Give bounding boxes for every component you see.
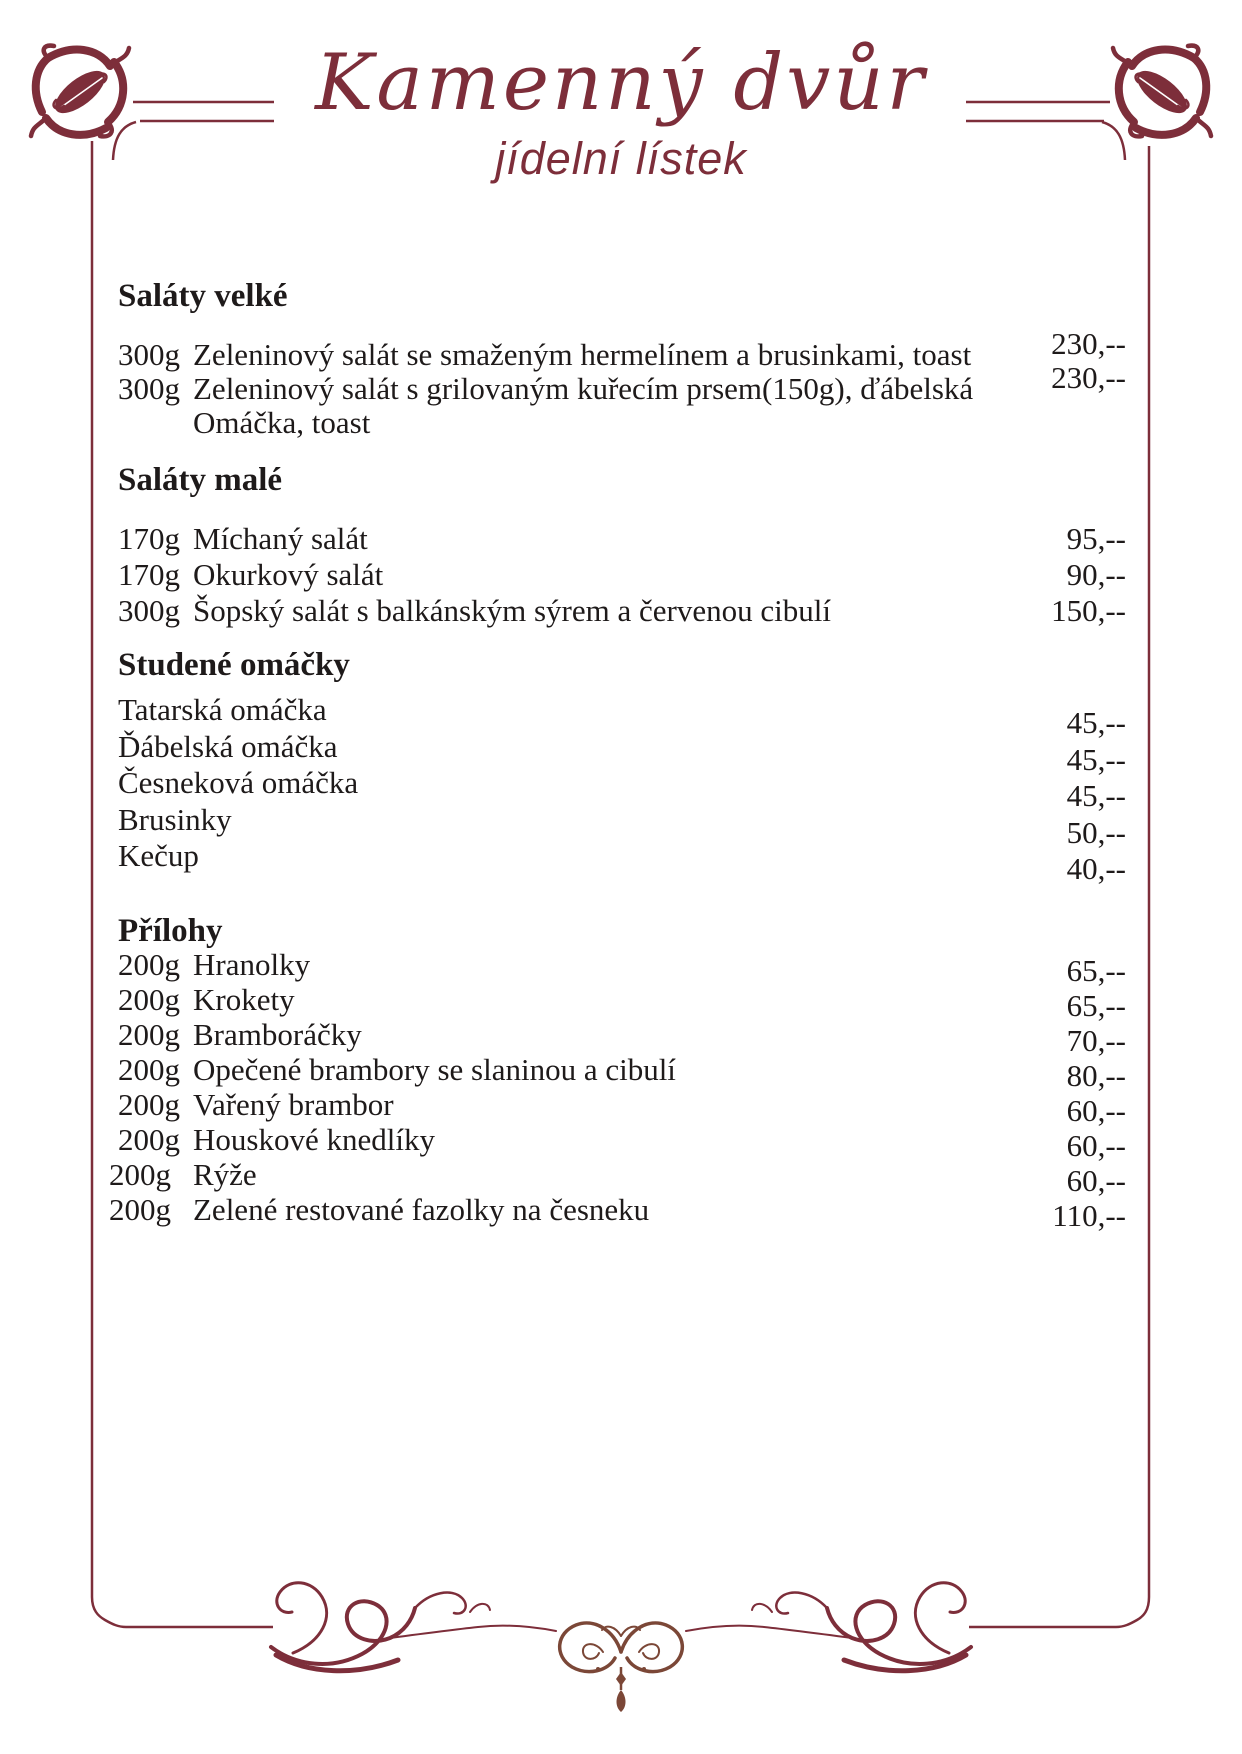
item-price: 70,-- bbox=[1066, 1023, 1126, 1058]
item-price: 40,-- bbox=[1066, 851, 1126, 886]
item-weight: 170g bbox=[118, 521, 180, 556]
menu-item-row bbox=[118, 838, 1126, 886]
section-salaty-velke bbox=[118, 276, 1126, 439]
item-weight: 300g bbox=[118, 371, 180, 406]
menu-item-row bbox=[118, 326, 1126, 372]
menu-item-row bbox=[118, 947, 1126, 988]
menu-subtitle: jídelní lístek bbox=[495, 133, 747, 184]
menu-item-row bbox=[118, 360, 1126, 406]
menu-item-row bbox=[118, 1122, 1126, 1163]
item-name: Šopský salát s balkánským sýrem a červenou cibulí bbox=[193, 593, 831, 628]
item-name: Bramboráčky bbox=[193, 1017, 362, 1052]
item-price: 110,-- bbox=[1052, 1198, 1126, 1233]
menu-item-row bbox=[118, 728, 1126, 777]
section-studene-omacky bbox=[118, 645, 1126, 886]
menu-item-row bbox=[118, 557, 1126, 593]
section-heading: Saláty malé bbox=[118, 462, 283, 498]
item-weight: 170g bbox=[118, 557, 180, 592]
item-weight: 200g bbox=[118, 1052, 180, 1087]
item-weight: 300g bbox=[118, 337, 180, 372]
item-price: 60,-- bbox=[1066, 1128, 1126, 1163]
item-weight: 200g bbox=[109, 1157, 171, 1192]
menu-item-row bbox=[118, 1087, 1126, 1128]
section-heading: Přílohy bbox=[118, 913, 223, 949]
menu-item-row bbox=[118, 801, 1126, 850]
item-weight: 200g bbox=[118, 1122, 180, 1157]
item-price: 95,-- bbox=[1066, 521, 1126, 556]
item-name: Krokety bbox=[193, 982, 295, 1017]
item-name: Česneková omáčka bbox=[118, 765, 359, 800]
bottom-flourish-right-icon bbox=[686, 1583, 971, 1671]
item-price: 150,-- bbox=[1051, 593, 1126, 628]
item-name: Zelené restované fazolky na česneku bbox=[193, 1192, 650, 1227]
menu-item-row bbox=[118, 593, 1126, 629]
menu-item-row bbox=[118, 692, 1126, 740]
item-weight: 200g bbox=[118, 1087, 180, 1122]
item-name: Okurkový salát bbox=[193, 557, 384, 592]
section-heading: Studené omáčky bbox=[118, 647, 350, 683]
section-prilohy bbox=[109, 911, 1126, 1233]
item-price: 45,-- bbox=[1066, 741, 1126, 777]
item-price: 60,-- bbox=[1066, 1163, 1126, 1198]
item-price: 230,-- bbox=[1051, 360, 1126, 395]
menu-item-row bbox=[118, 982, 1126, 1023]
item-name: Opečené brambory se slaninou a cibulí bbox=[193, 1052, 676, 1087]
item-weight: 200g bbox=[118, 1017, 180, 1052]
menu-item-row bbox=[118, 765, 1126, 813]
item-name: Zeleninový salát se smaženým hermelínem a brusinkami, toast bbox=[193, 337, 972, 372]
item-price: 65,-- bbox=[1066, 953, 1126, 988]
item-price: 80,-- bbox=[1066, 1058, 1126, 1093]
item-name: Ďábelská omáčka bbox=[118, 728, 338, 764]
menu-item-row bbox=[109, 1157, 1126, 1198]
section-heading: Saláty velké bbox=[118, 278, 288, 314]
menu-item-row bbox=[109, 1192, 1126, 1233]
item-price: 45,-- bbox=[1066, 778, 1126, 813]
item-weight: 200g bbox=[118, 982, 180, 1017]
item-price: 45,-- bbox=[1066, 705, 1126, 740]
item-price: 230,-- bbox=[1051, 326, 1126, 361]
item-name: Míchaný salát bbox=[193, 521, 368, 556]
restaurant-title: Kamenný dvůr bbox=[315, 38, 927, 128]
item-name-continuation: Omáčka, toast bbox=[193, 405, 371, 440]
item-name: Brusinky bbox=[118, 801, 232, 837]
item-weight: 200g bbox=[109, 1192, 171, 1227]
item-name: Hranolky bbox=[193, 947, 311, 982]
item-name: Houskové knedlíky bbox=[193, 1122, 435, 1157]
item-price: 60,-- bbox=[1066, 1093, 1126, 1128]
bottom-flourish-left-icon bbox=[271, 1583, 556, 1671]
menu-item-row bbox=[118, 1017, 1126, 1058]
item-name: Zeleninový salát s grilovaným kuřecím prsem(150g), ďábelská bbox=[193, 371, 974, 406]
item-name: Rýže bbox=[193, 1157, 257, 1192]
item-price: 65,-- bbox=[1066, 988, 1126, 1023]
item-name: Kečup bbox=[118, 838, 199, 873]
menu-header bbox=[0, 38, 1242, 184]
item-weight: 300g bbox=[118, 593, 180, 628]
menu-item-row bbox=[118, 1052, 1126, 1093]
item-weight: 200g bbox=[118, 947, 180, 982]
item-price: 90,-- bbox=[1066, 557, 1126, 592]
menu-item-row bbox=[118, 521, 1126, 557]
item-name: Tatarská omáčka bbox=[118, 692, 327, 727]
item-name: Vařený brambor bbox=[193, 1087, 394, 1122]
bottom-center-ornament-icon bbox=[560, 1623, 683, 1712]
item-price: 50,-- bbox=[1066, 814, 1126, 850]
section-salaty-male bbox=[118, 460, 1126, 629]
menu-item-row-continuation bbox=[118, 405, 1126, 439]
